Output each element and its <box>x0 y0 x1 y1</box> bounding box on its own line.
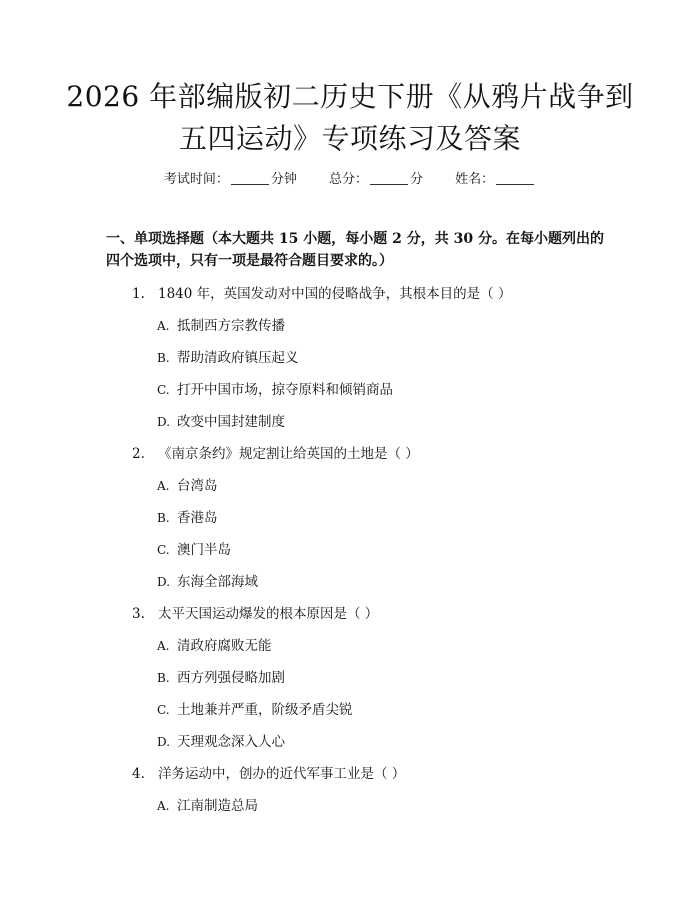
question-number: 4. <box>132 766 145 782</box>
option-text: 清政府腐败无能 <box>177 638 272 654</box>
question-3 <box>132 602 378 622</box>
option-3b <box>157 666 285 686</box>
option-text: 土地兼并严重，阶级矛盾尖锐 <box>177 702 353 718</box>
option-text: 打开中国市场，掠夺原料和倾销商品 <box>177 382 393 398</box>
score-label: 总分： <box>328 172 368 187</box>
option-3a <box>157 634 272 654</box>
option-3d <box>157 730 285 750</box>
name-label: 姓名： <box>455 172 495 187</box>
option-text: 台湾岛 <box>177 478 218 494</box>
option-3c <box>157 698 353 718</box>
option-text: 澳门半岛 <box>177 542 231 558</box>
option-letter: A. <box>157 319 170 333</box>
option-1c <box>157 378 393 398</box>
title-line-2: 五四运动》专项练习及答案 <box>178 122 521 155</box>
question-text: 太平天国运动爆发的根本原因是（ ） <box>158 606 379 622</box>
document-title <box>0 76 700 160</box>
option-letter: D. <box>157 735 171 749</box>
option-text: 东海全部海域 <box>177 574 258 590</box>
time-blank <box>231 172 269 185</box>
option-2a <box>157 474 218 494</box>
option-letter: C. <box>157 543 170 557</box>
question-number: 1. <box>132 286 145 302</box>
question-4 <box>132 762 405 782</box>
score-blank <box>370 172 408 185</box>
name-blank <box>496 172 534 185</box>
option-letter: D. <box>157 415 171 429</box>
time-unit: 分钟 <box>270 172 297 187</box>
question-text: 洋务运动中，创办的近代军事工业是（ ） <box>158 766 406 782</box>
option-4a <box>157 794 258 814</box>
option-letter: B. <box>157 511 170 525</box>
question-1 <box>132 282 511 302</box>
option-letter: B. <box>157 671 170 685</box>
question-text: 1840 年，英国发动对中国的侵略战争，其根本目的是（ ） <box>158 286 512 302</box>
option-text: 江南制造总局 <box>177 798 258 814</box>
question-text: 《南京条约》规定割让给英国的土地是（ ） <box>158 446 419 462</box>
time-label: 考试时间： <box>163 172 229 187</box>
option-1a <box>157 314 285 334</box>
option-2c <box>157 538 231 558</box>
option-letter: D. <box>157 575 171 589</box>
section-title: 一、单项选择题（本大题共 15 小题，每小题 2 分，共 30 分。在每小题列出的四个选项中，只有一项是最符合题目要求的。） <box>106 231 604 269</box>
title-line-1: 2026 年部编版初二历史下册《从鸦片战争到 <box>66 80 634 113</box>
option-text: 香港岛 <box>177 510 218 526</box>
option-2d <box>157 570 258 590</box>
option-1b <box>157 346 299 366</box>
option-letter: A. <box>157 639 170 653</box>
option-letter: C. <box>157 383 170 397</box>
option-letter: A. <box>157 479 170 493</box>
option-letter: C. <box>157 703 170 717</box>
question-number: 2. <box>132 446 145 462</box>
score-unit: 分 <box>410 172 424 187</box>
name-field <box>455 172 536 187</box>
option-letter: B. <box>157 351 170 365</box>
time-field <box>164 172 301 187</box>
option-text: 改变中国封建制度 <box>177 414 285 430</box>
option-text: 西方列强侵略加剧 <box>177 670 285 686</box>
score-field <box>329 172 427 187</box>
option-text: 帮助清政府镇压起义 <box>177 350 299 366</box>
question-number: 3. <box>132 606 145 622</box>
option-1d <box>157 410 285 430</box>
option-text: 抵制西方宗教传播 <box>177 318 285 334</box>
question-2 <box>132 442 419 462</box>
option-text: 天理观念深入人心 <box>177 734 285 750</box>
option-letter: A. <box>157 799 170 813</box>
exam-meta <box>0 168 700 187</box>
option-2b <box>157 506 218 526</box>
